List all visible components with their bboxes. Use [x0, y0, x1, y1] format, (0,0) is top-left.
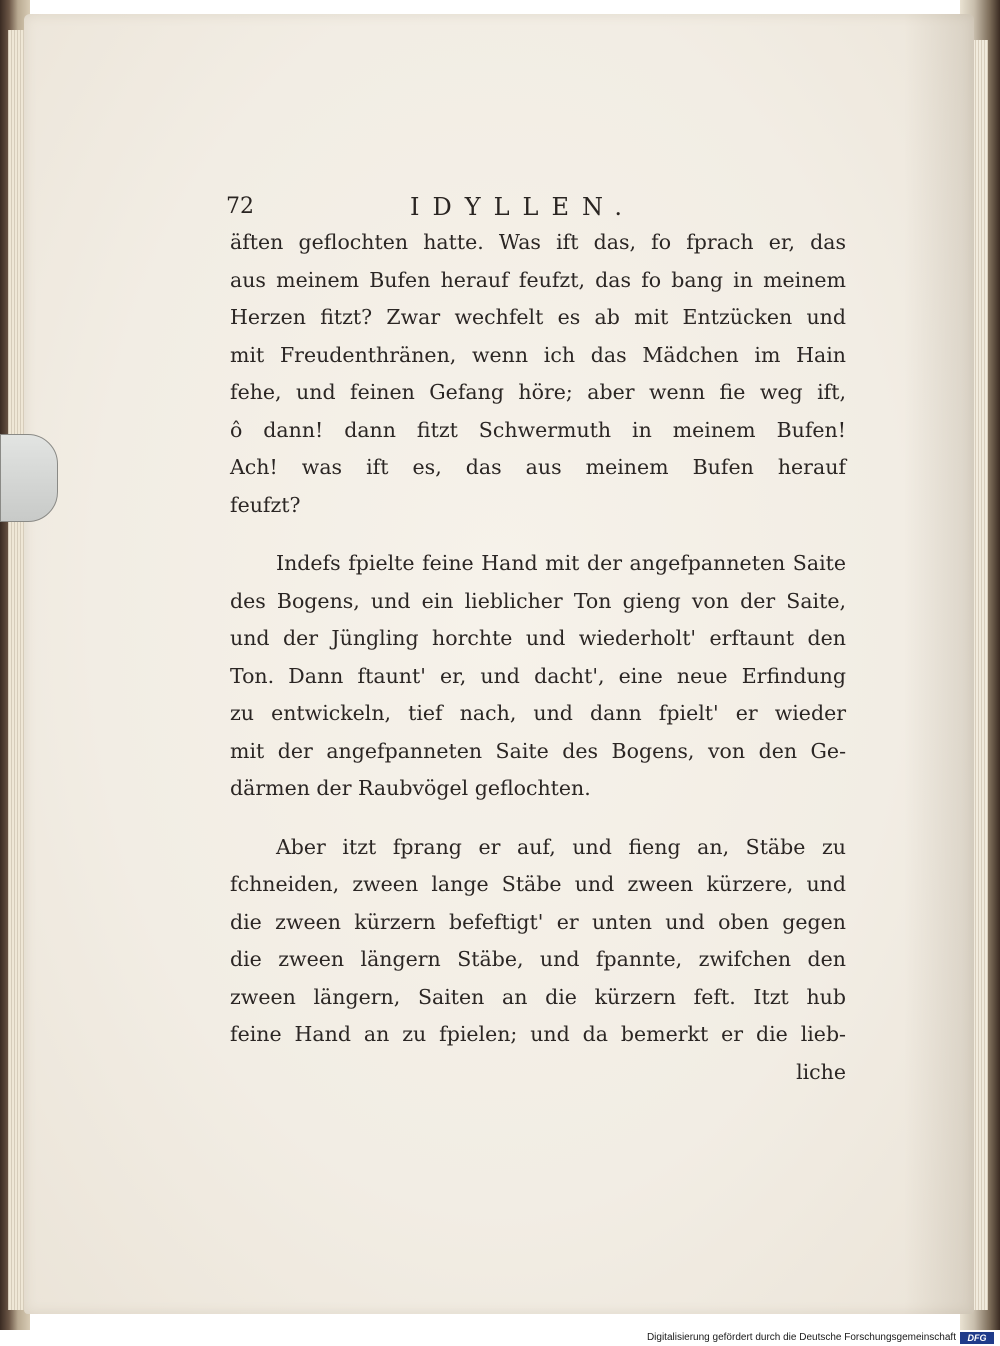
text-line: fehe, und feinen Gefang höre; aber wenn fie weg ift,: [230, 380, 846, 404]
text-line: Indefs fpielte feine Hand mit der angefpanneten Saite: [276, 551, 846, 575]
bookmark-strip: [0, 434, 58, 522]
text-line: zu entwickeln, tief nach, und dann fpielt' er wieder: [230, 701, 846, 725]
text-line: äften geflochten hatte. Was ift das, fo fprach er, das: [230, 230, 846, 254]
text-line: des Bogens, und ein lieblicher Ton gieng von der Saite,: [230, 588, 846, 613]
paragraph-gap: [230, 524, 846, 545]
dfg-logo-icon: DFG: [960, 1332, 994, 1344]
running-head: [226, 190, 846, 224]
body-text: [230, 224, 846, 1091]
text-line: feine Hand an zu fpielen; und da bemerkt er die lieb-: [230, 1022, 846, 1046]
text-line: därmen der Raubvögel geflochten.: [230, 776, 591, 800]
text-line: die zween kürzern befeftigt' er unten und oben gegen: [230, 909, 846, 934]
running-title: IDYLLEN.: [410, 193, 636, 221]
text-line: fchneiden, zween lange Stäbe und zween kürzere, und: [230, 872, 846, 896]
catchword: liche: [796, 1059, 846, 1084]
text-line: Ach! was ift es, das aus meinem Bufen herauf: [230, 455, 846, 479]
text-line: die zween längern Stäbe, und fpannte, zwifchen den: [230, 947, 846, 971]
text-line: zween längern, Saiten an die kürzern feft. Itzt hub: [230, 984, 846, 1009]
gutter-shadow: [904, 14, 974, 1314]
footer-credit: Digitalisierung gefördert durch die Deutsche Forschungsgemeinschaft: [646, 1332, 956, 1343]
text-line: Aber itzt fprang er auf, und fieng an, Stäbe zu: [276, 834, 846, 859]
text-line: Herzen fitzt? Zwar wechfelt es ab mit Entzücken und: [230, 305, 846, 329]
text-line: ô dann! dann fitzt Schwermuth in meinem Bufen!: [230, 417, 846, 442]
text-line: mit der angefpanneten Saite des Bogens, von den Ge-: [230, 738, 846, 763]
digitization-footer: [0, 1330, 1000, 1346]
text-line: mit Freudenthränen, wenn ich das Mädchen im Hain: [230, 342, 846, 367]
text-line: aus meinem Bufen herauf feufzt, das fo bang in meinem: [230, 267, 846, 292]
paragraph-gap: [230, 808, 846, 829]
text-line: Ton. Dann ftaunt' er, und dacht', eine neue Erfindung: [230, 663, 846, 688]
text-line: und der Jüngling horchte und wiederholt' erftaunt den: [230, 626, 846, 650]
text-line: feufzt?: [230, 492, 301, 517]
page-number: 72: [226, 194, 254, 219]
